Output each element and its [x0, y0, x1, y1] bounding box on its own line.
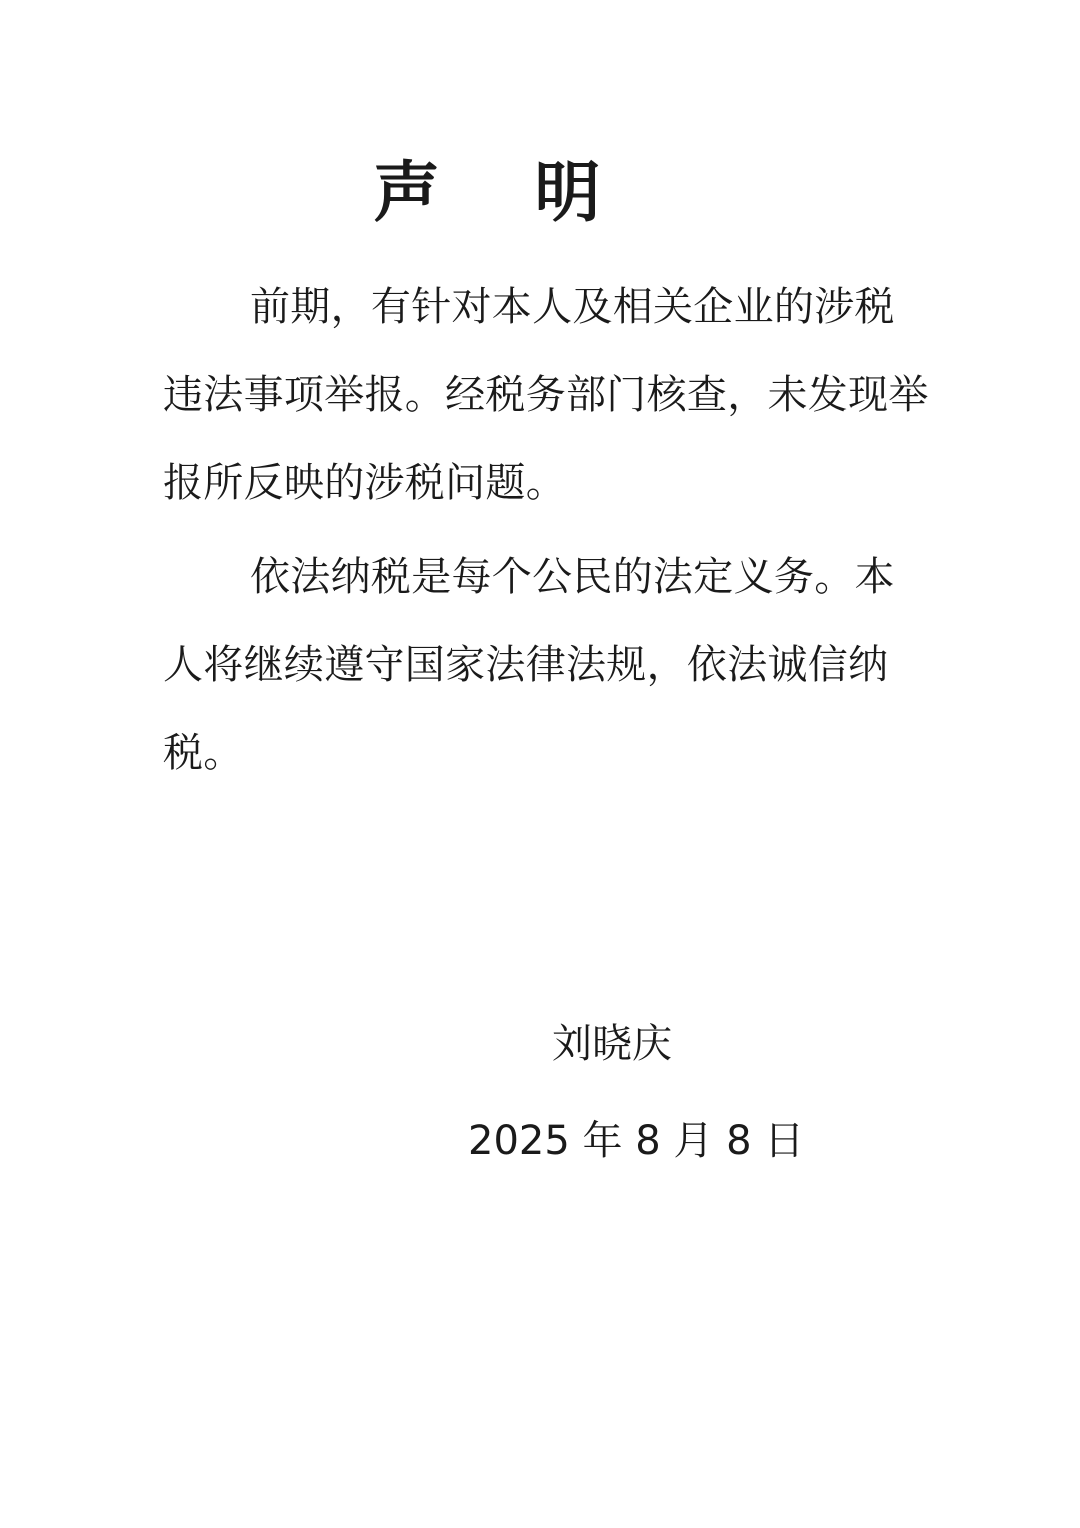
document-title: 声 明 — [373, 154, 637, 231]
signature-date: 2025 年 8 月 8 日 — [468, 1118, 805, 1164]
statement-paragraph-2: 依法纳税是每个公民的法定义务。本人将继续遵守国家法律法规，依法诚信纳税。 — [163, 554, 895, 776]
signature-name: 刘晓庆 — [552, 1021, 672, 1067]
statement-paragraph-1: 前期，有针对本人及相关企业的涉税违法事项举报。经税务部门核查，未发现举报所反映的涉税问题。 — [163, 284, 929, 506]
